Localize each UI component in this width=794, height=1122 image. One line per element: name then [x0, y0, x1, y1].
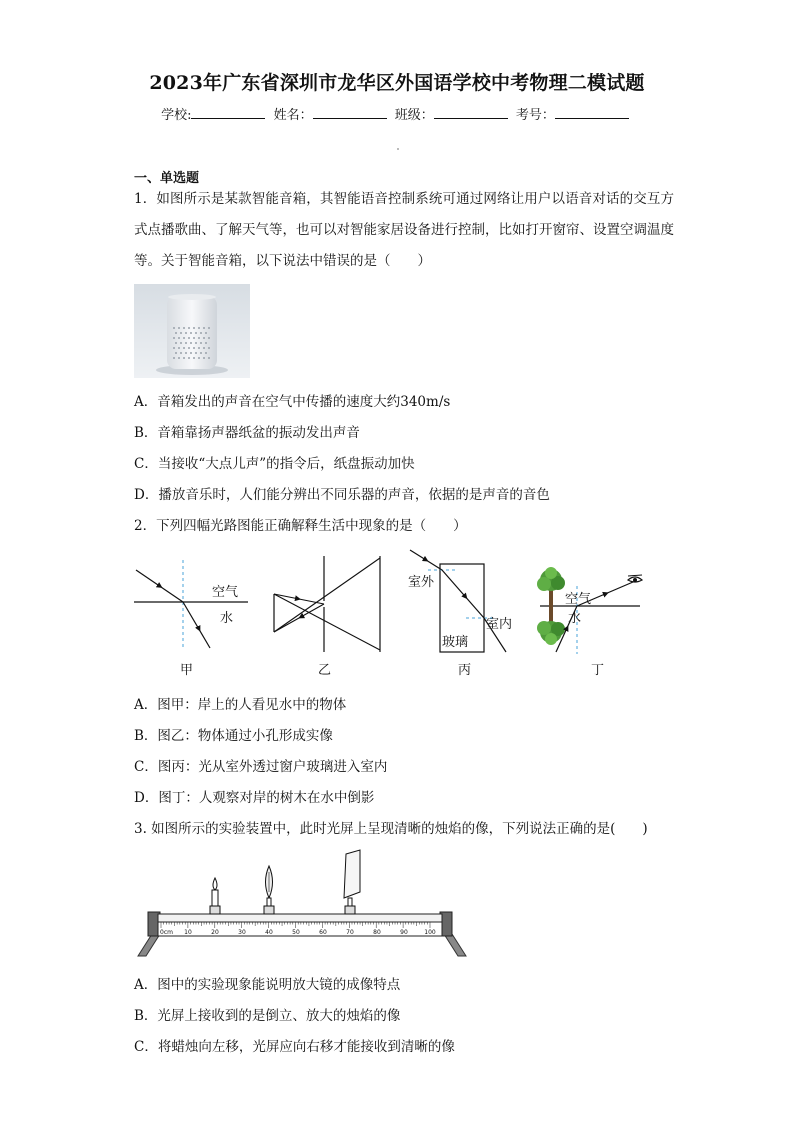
light-screen-icon [344, 850, 360, 914]
scale-label: 90 [400, 929, 408, 936]
q2-light-path-figures [128, 546, 668, 680]
q1-option-d: D．播放音乐时，人们能分辨出不同乐器的声音，依据的是声音的音色 [134, 487, 550, 503]
section-heading: 一、单选题 [134, 171, 200, 186]
scale-label: 60 [319, 929, 327, 936]
scale-label: 30 [238, 929, 246, 936]
candle-icon [210, 878, 220, 914]
figure-jia [134, 560, 248, 678]
student-info-row [0, 104, 794, 123]
scale-label: 10 [184, 929, 192, 936]
figure-bing [408, 550, 512, 678]
q1-option-c: C．当接收“大点儿声”的指令后，纸盘振动加快 [134, 456, 415, 472]
q3-option-c: C．将蜡烛向左移，光屏应向右移才能接收到清晰的像 [134, 1039, 455, 1055]
scale-label: 80 [373, 929, 381, 936]
ding-air-label: 空气 [565, 592, 592, 607]
jia-caption: 甲 [180, 663, 194, 678]
decorative-dot [397, 148, 399, 150]
eye-icon [628, 575, 642, 582]
bing-caption: 丙 [458, 663, 472, 678]
optical-bench-figure [136, 848, 470, 960]
scale-unit-label: 0cm [160, 929, 173, 936]
scale-label: 100 [424, 929, 436, 936]
tree-icon [537, 567, 565, 606]
q3-stem: 3. 如图所示的实验装置中，此时光屏上呈现清晰的烛焰的像，下列说法正确的是( ) [134, 821, 648, 837]
q2-option-a: A．图甲：岸上的人看见水中的物体 [134, 697, 347, 713]
yi-caption: 乙 [318, 663, 332, 678]
ding-water-label: 水 [568, 611, 582, 626]
q3-option-b: B．光屏上接收到的是倒立、放大的烛焰的像 [134, 1008, 401, 1024]
class-blank [434, 106, 508, 119]
school-label: 学校: [161, 108, 192, 123]
q1-stem: 1．如图所示是某款智能音箱，其智能语音控制系统可通过网络让用户以语音对话的交互方式点播歌曲、了解天气等，也可以对智能家居设备进行控制，比如打开窗帘、设置空调温度等。关于智能音箱，以下说法中错误的是（ ） [134, 191, 674, 269]
page-title: 2023年广东省深圳市龙华区外国语学校中考物理二模试题 [149, 72, 645, 94]
scale-label: 20 [211, 929, 219, 936]
bing-outdoor-label: 室外 [408, 575, 435, 590]
bing-indoor-label: 室内 [486, 617, 513, 632]
q1-option-a: A．音箱发出的声音在空气中传播的速度大约340m/s [134, 394, 451, 410]
figure-ding [537, 567, 642, 678]
q3-option-a: A．图中的实验现象能说明放大镜的成像特点 [134, 977, 401, 993]
tree-reflection-icon [537, 606, 565, 645]
jia-air-label: 空气 [212, 585, 239, 600]
q1-option-b: B．音箱靠扬声器纸盆的振动发出声音 [134, 425, 360, 441]
class-label: 班级： [394, 108, 434, 123]
school-blank [191, 106, 265, 119]
jia-water-label: 水 [220, 611, 234, 626]
q2-option-d: D．图丁：人观察对岸的树木在水中倒影 [134, 790, 375, 806]
q2-option-b: B．图乙：物体通过小孔形成实像 [134, 728, 333, 744]
q2-stem: 2．下列四幅光路图能正确解释生活中现象的是（ ） [134, 518, 467, 534]
id-blank [555, 106, 629, 119]
ding-caption: 丁 [591, 663, 605, 678]
q2-option-c: C．图丙：光从室外透过窗户玻璃进入室内 [134, 759, 388, 775]
bing-glass-label: 玻璃 [442, 635, 469, 650]
scale-label: 40 [265, 929, 273, 936]
scale-label: 70 [346, 929, 354, 936]
smart-speaker-image [134, 284, 250, 378]
scale-label: 50 [292, 929, 300, 936]
convex-lens-icon [264, 866, 274, 914]
name-blank [313, 106, 387, 119]
id-label: 考号： [515, 108, 555, 123]
figure-yi [274, 556, 380, 678]
name-label: 姓名： [273, 108, 313, 123]
